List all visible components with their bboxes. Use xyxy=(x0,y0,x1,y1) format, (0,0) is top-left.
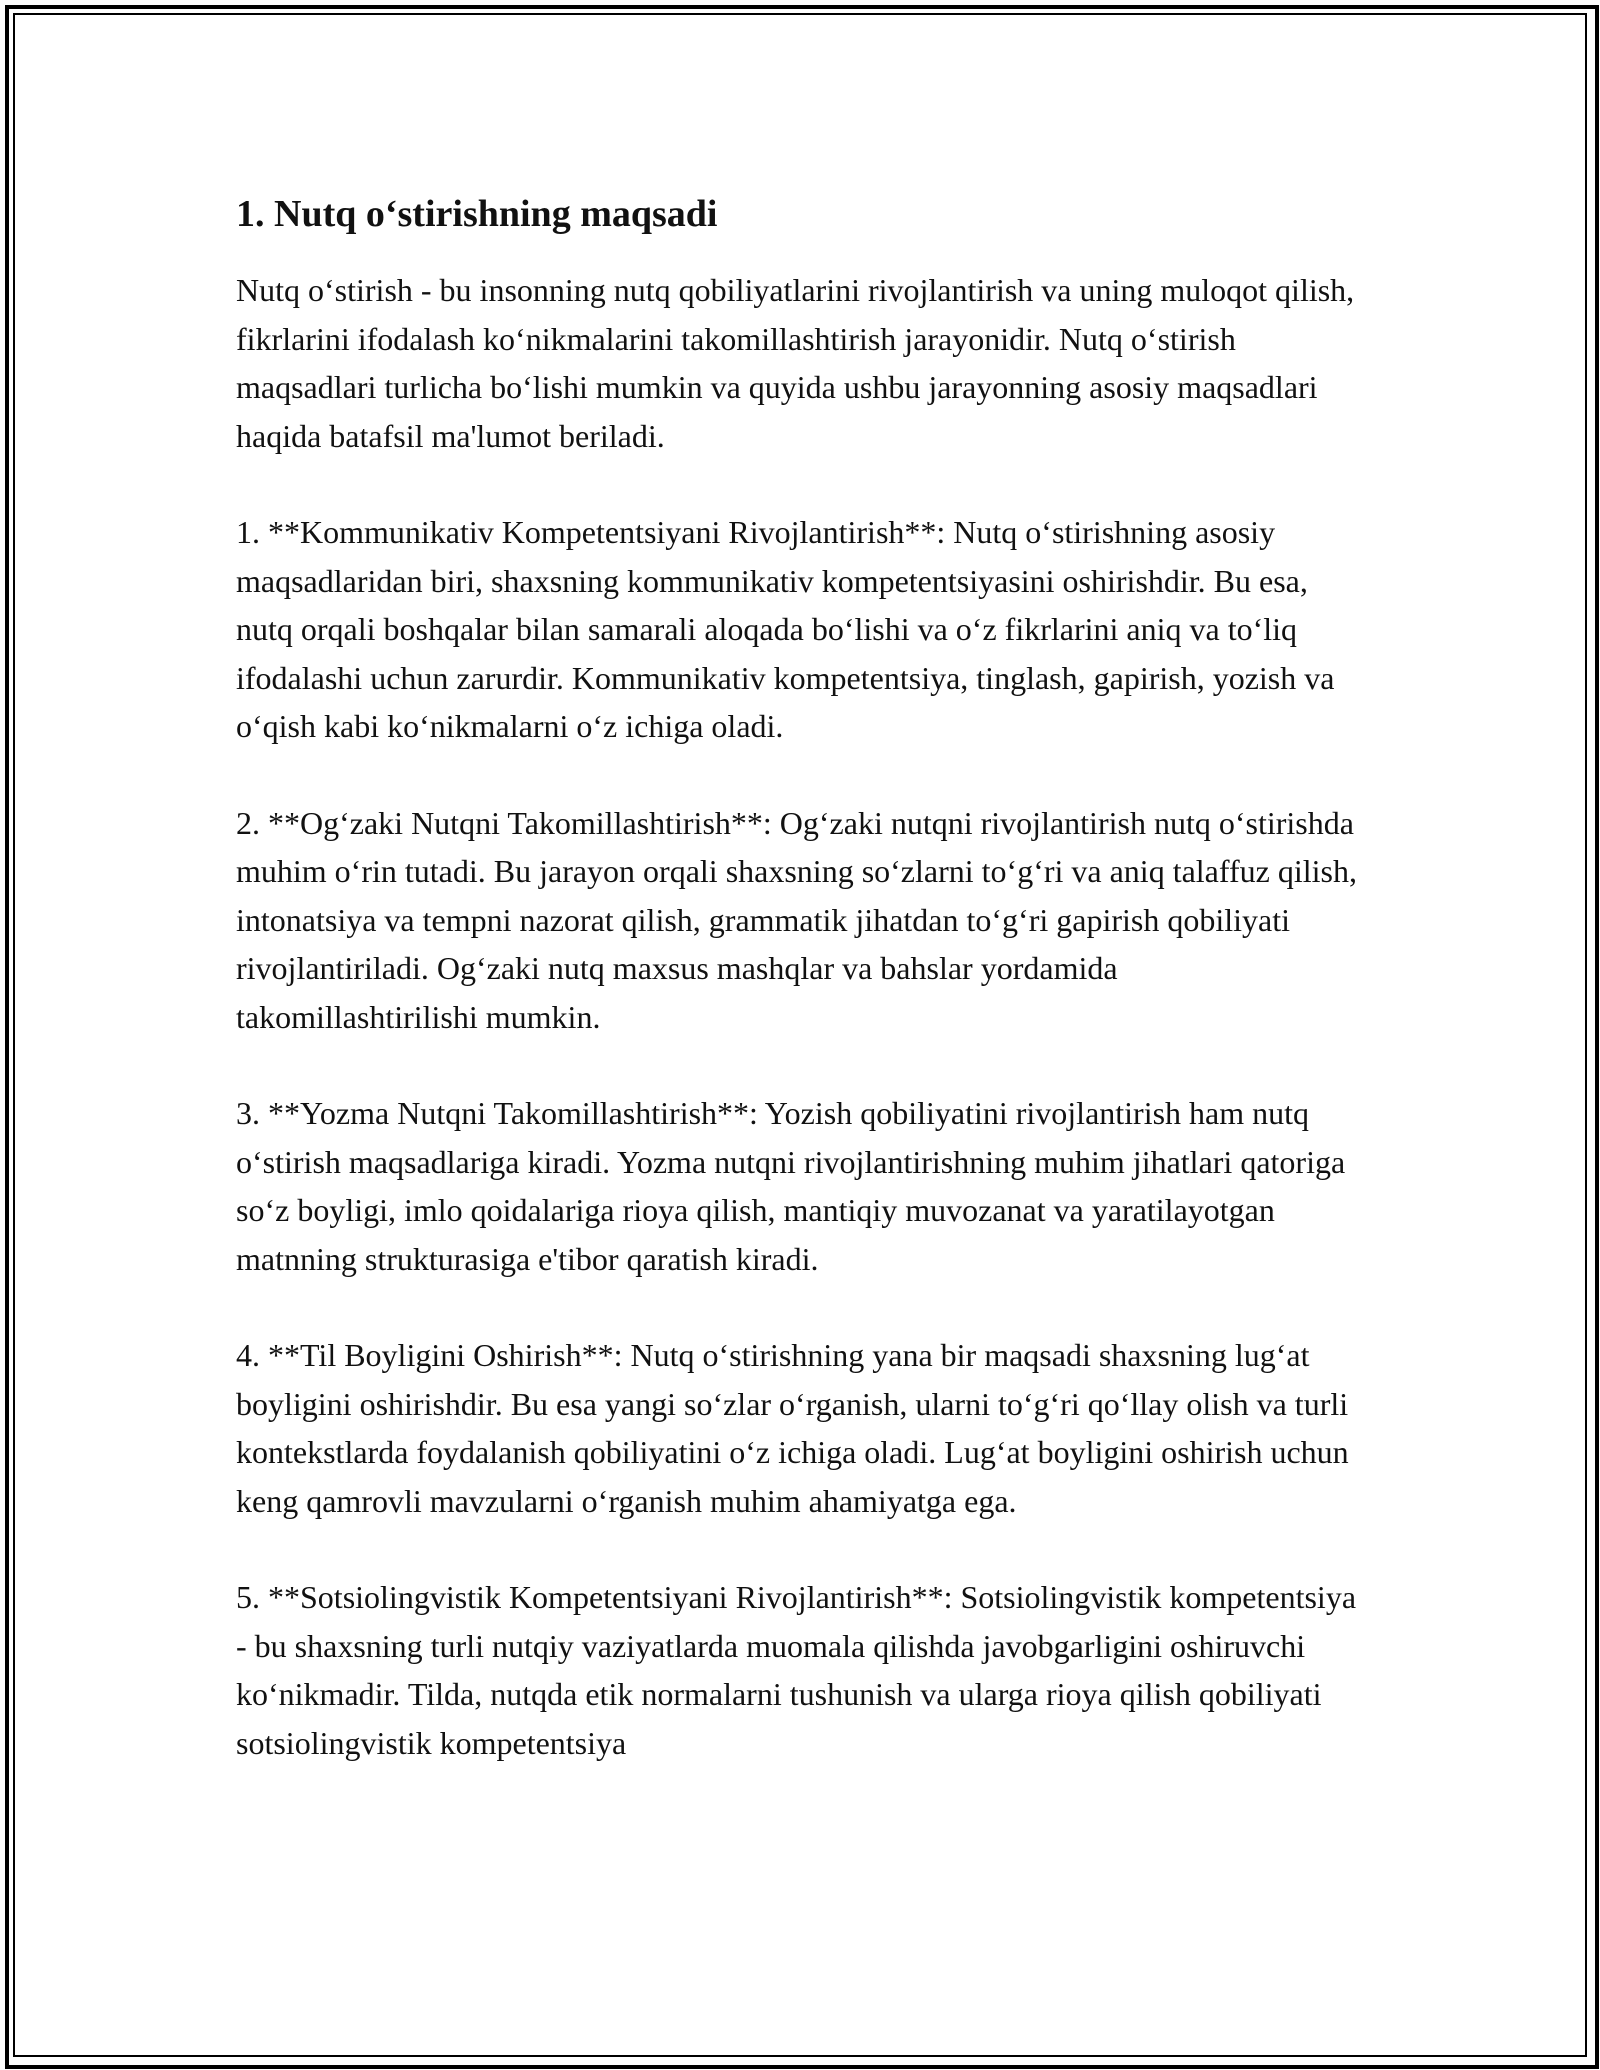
intro-paragraph: Nutq o‘stirish - bu insonning nutq qobiliyatlarini rivojlantirish va uning muloqot qilish, fikrlarini ifodalash ko‘nikmalarini takomillashtirish jarayonidir. Nutq o‘stirish maqsadlari turlicha bo‘lishi mumkin va quyida ushbu jarayonning asosiy maqsadlari haqida batafsil ma'lumot beriladi. xyxy=(236,272,1355,454)
list-item-paragraph-3: 3. **Yozma Nutqni Takomillashtirish**: Yozish qobiliyatini rivojlantirish ham nutq o‘stirish maqsadlariga kiradi. Yozma nutqni rivojlantirishning muhim jihatlari qatoriga so‘z boyligi, imlo qoidalariga rioya qilish, mantiqiy muvozanat va yaratilayotgan matnning strukturasiga e'tibor qaratish kiradi. xyxy=(236,1095,1346,1277)
list-item-paragraph-1: 1. **Kommunikativ Kompetentsiyani Rivojlantirish**: Nutq o‘stirishning asosiy maqsadlaridan biri, shaxsning kommunikativ kompetentsiyasini oshirishdir. Bu esa, nutq orqali boshqalar bilan samarali aloqada bo‘lishi va o‘z fikrlarini aniq va to‘liq ifodalashi uchun zarurdir. Kommunikativ kompetentsiya, tinglash, gapirish, yozish va o‘qish kabi ko‘nikmalarni o‘z ichiga oladi. xyxy=(236,514,1335,744)
list-item-paragraph-5: 5. **Sotsiolingvistik Kompetentsiyani Rivojlantirish**: Sotsiolingvistik kompetentsiya - bu shaxsning turli nutqiy vaziyatlarda muomala qilishda javobgarligini oshiruvchi ko‘nikmadir. Tilda, nutqda etik normalarni tushunish va ularga rioya qilish qobiliyati sotsiolingvistik kompetentsiya xyxy=(236,1579,1357,1761)
document-body xyxy=(236,188,1366,1815)
list-item-paragraph-4: 4. **Til Boyligini Oshirish**: Nutq o‘stirishning yana bir maqsadi shaxsning lug‘at boyligini oshirishdir. Bu esa yangi so‘zlar o‘rganish, ularni to‘g‘ri qo‘llay olish va turli kontekstlarda foydalanish qobiliyatini o‘z ichiga oladi. Lug‘at boyligini oshirish uchun keng qamrovli mavzularni o‘rganish muhim ahamiyatga ega. xyxy=(236,1337,1349,1519)
section-heading: 1. Nutq o‘stirishning maqsadi xyxy=(236,193,718,235)
list-item-paragraph-2: 2. **Og‘zaki Nutqni Takomillashtirish**: Og‘zaki nutqni rivojlantirish nutq o‘stirishda muhim o‘rin tutadi. Bu jarayon orqali shaxsning so‘zlarni to‘g‘ri va aniq talaffuz qilish, intonatsiya va tempni nazorat qilish, grammatik jihatdan to‘g‘ri gapirish qobiliyati rivojlantiriladi. Og‘zaki nutq maxsus mashqlar va bahslar yordamida takomillashtirilishi mumkin. xyxy=(236,804,1357,1035)
